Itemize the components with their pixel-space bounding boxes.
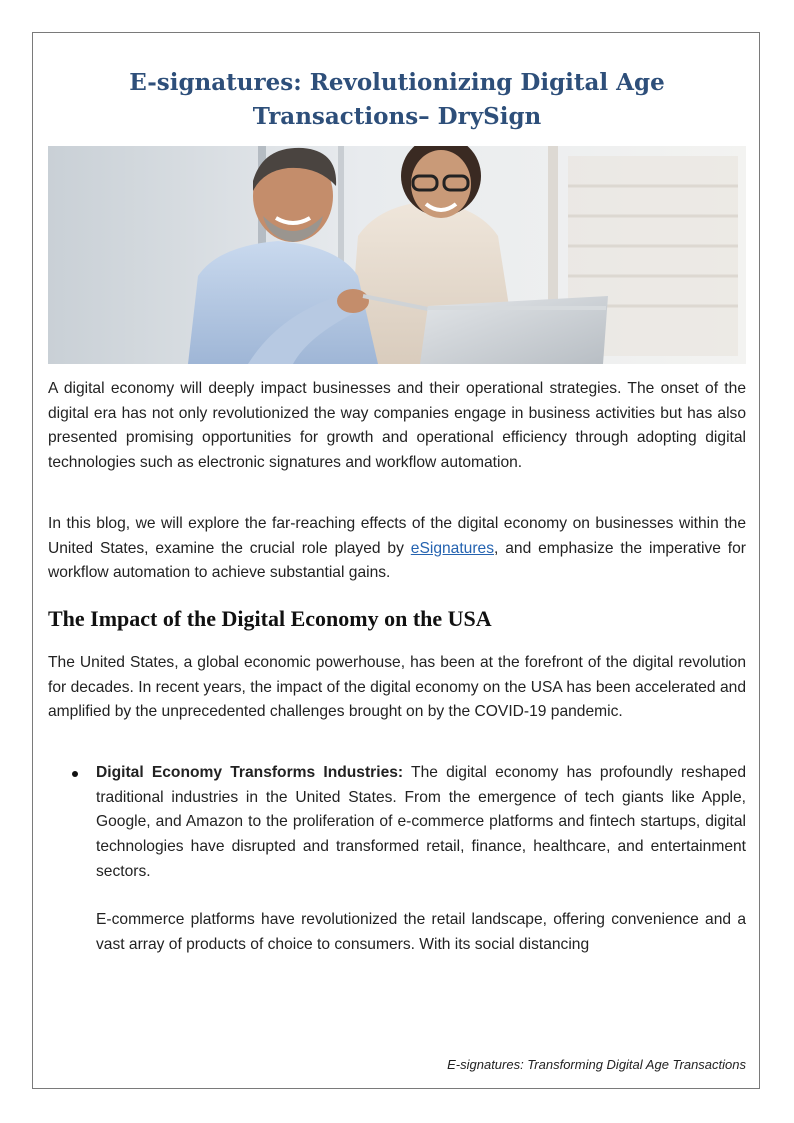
usa-impact-paragraph: The United States, a global economic powerhouse, has been at the forefront of the digital revolution for decades. In recent years, the impact of the digital economy on the USA has been accelerated and amplified by the unprecedented challenges brought on by the COVID-19 pandemic.	[48, 654, 746, 721]
list-item	[48, 761, 746, 885]
section-heading: The Impact of the Digital Economy on the USA	[48, 606, 492, 631]
esignatures-link[interactable]: eSignatures	[410, 539, 495, 557]
bullet-icon	[72, 771, 78, 777]
page-title: E-signatures: Revolutionizing Digital Age Transactions– DrySign	[129, 69, 665, 130]
page-footer: E-signatures: Transforming Digital Age Transactions	[447, 1057, 746, 1072]
bullet-subparagraph: E-commerce platforms have revolutionized the retail landscape, offering convenience and a vast array of products of choice to consumers. With its social distancing	[96, 911, 746, 953]
hero-photo	[48, 146, 746, 364]
bullet-label: Digital Economy Transforms Industries:	[96, 764, 404, 781]
blog-overview-paragraph	[48, 512, 746, 586]
paragraph-2-text-before: In this blog, we will explore the far-reaching effects of the digital economy on businesses within the United States, examine the crucial role played by	[48, 515, 746, 557]
paragraph-2-text-after: , and emphasize the imperative for workflow automation to achieve substantial gains.	[48, 539, 746, 582]
bullet-paragraph	[96, 761, 746, 885]
intro-paragraph: A digital economy will deeply impact businesses and their operational strategies. The onset of the digital era has not only revolutionized the way companies engage in business activities but has also presented promising opportunities for growth and operational efficiency through adopting digital technologies such as electronic signatures and workflow automation.	[48, 380, 746, 472]
bullet-text: The digital economy has profoundly reshaped traditional industries in the United States. From the emergence of tech giants like Apple, Google, and Amazon to the proliferation of e-commerce platforms and fintech startups, digital technologies have disrupted and transformed retail, finance, healthcare, and entertainment sectors.	[96, 764, 746, 880]
